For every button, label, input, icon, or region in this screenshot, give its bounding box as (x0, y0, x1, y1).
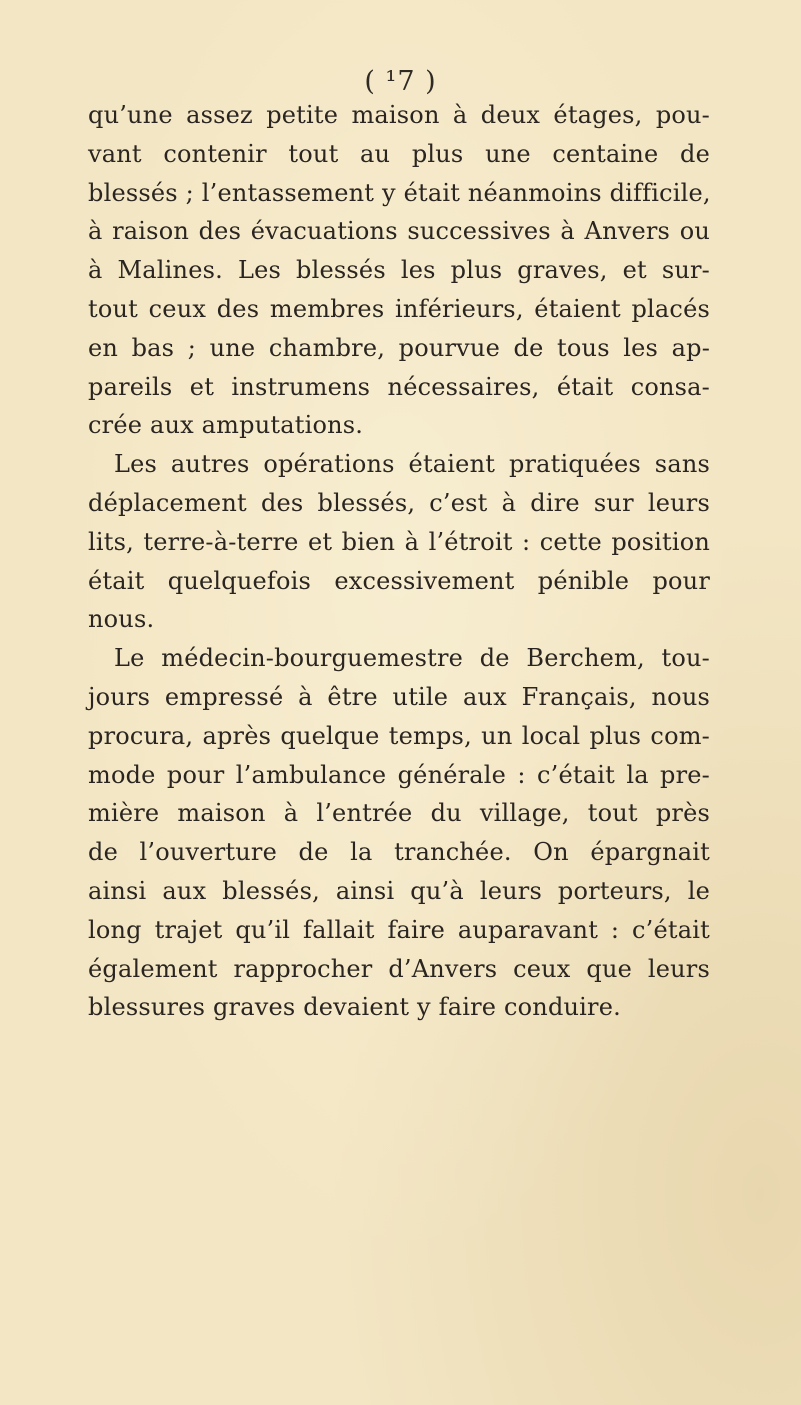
text-line: blessures graves devaient y faire conduire. (88, 993, 621, 1022)
text-line: blessés ; l’entassement y était néanmoins difficile, (88, 178, 711, 207)
text-line: à Malines. Les blessés les plus graves, et sur- (88, 256, 710, 285)
text-line: mière maison à l’entrée du village, tout près (88, 799, 710, 828)
text-line: jours empressé à être utile aux Français, nous (88, 682, 710, 711)
text-line: tout ceux des membres inférieurs, étaient placés (88, 294, 710, 323)
text-line: déplacement des blessés, c’est à dire sur leurs (88, 488, 710, 517)
text-line: qu’une assez petite maison à deux étages, pou- (88, 101, 710, 129)
text-line: nous. (88, 605, 155, 634)
text-line: Le médecin-bourguemestre de Berchem, tou- (114, 644, 710, 673)
text-line: pareils et instrumens nécessaires, était consa- (88, 372, 710, 401)
page-number: ( ¹7 ) (364, 66, 437, 97)
text-line: lits, terre-à-terre et bien à l’étroit : cette position (88, 527, 710, 556)
text-line: était quelquefois excessivement pénible pour (88, 566, 710, 595)
text-line: long trajet qu’il fallait faire auparavant : c’était (88, 915, 710, 944)
text-line: Les autres opérations étaient pratiquées sans (114, 450, 710, 479)
text-line: vant contenir tout au plus une centaine de (88, 139, 710, 168)
text-line: en bas ; une chambre, pourvue de tous les ap- (88, 333, 710, 362)
text-line: mode pour l’ambulance générale : c’était la pre- (88, 760, 710, 789)
text-line: également rapprocher d’Anvers ceux que leurs (88, 954, 710, 983)
text-line: ainsi aux blessés, ainsi qu’à leurs porteurs, le (88, 876, 710, 905)
text-line: procura, après quelque temps, un local plus com- (88, 721, 710, 750)
body-text (88, 96, 710, 1027)
text-line: crée aux amputations. (88, 411, 364, 440)
text-line: de l’ouverture de la tranchée. On épargnait (88, 838, 710, 867)
text-line: à raison des évacuations successives à Anvers ou (88, 217, 710, 246)
